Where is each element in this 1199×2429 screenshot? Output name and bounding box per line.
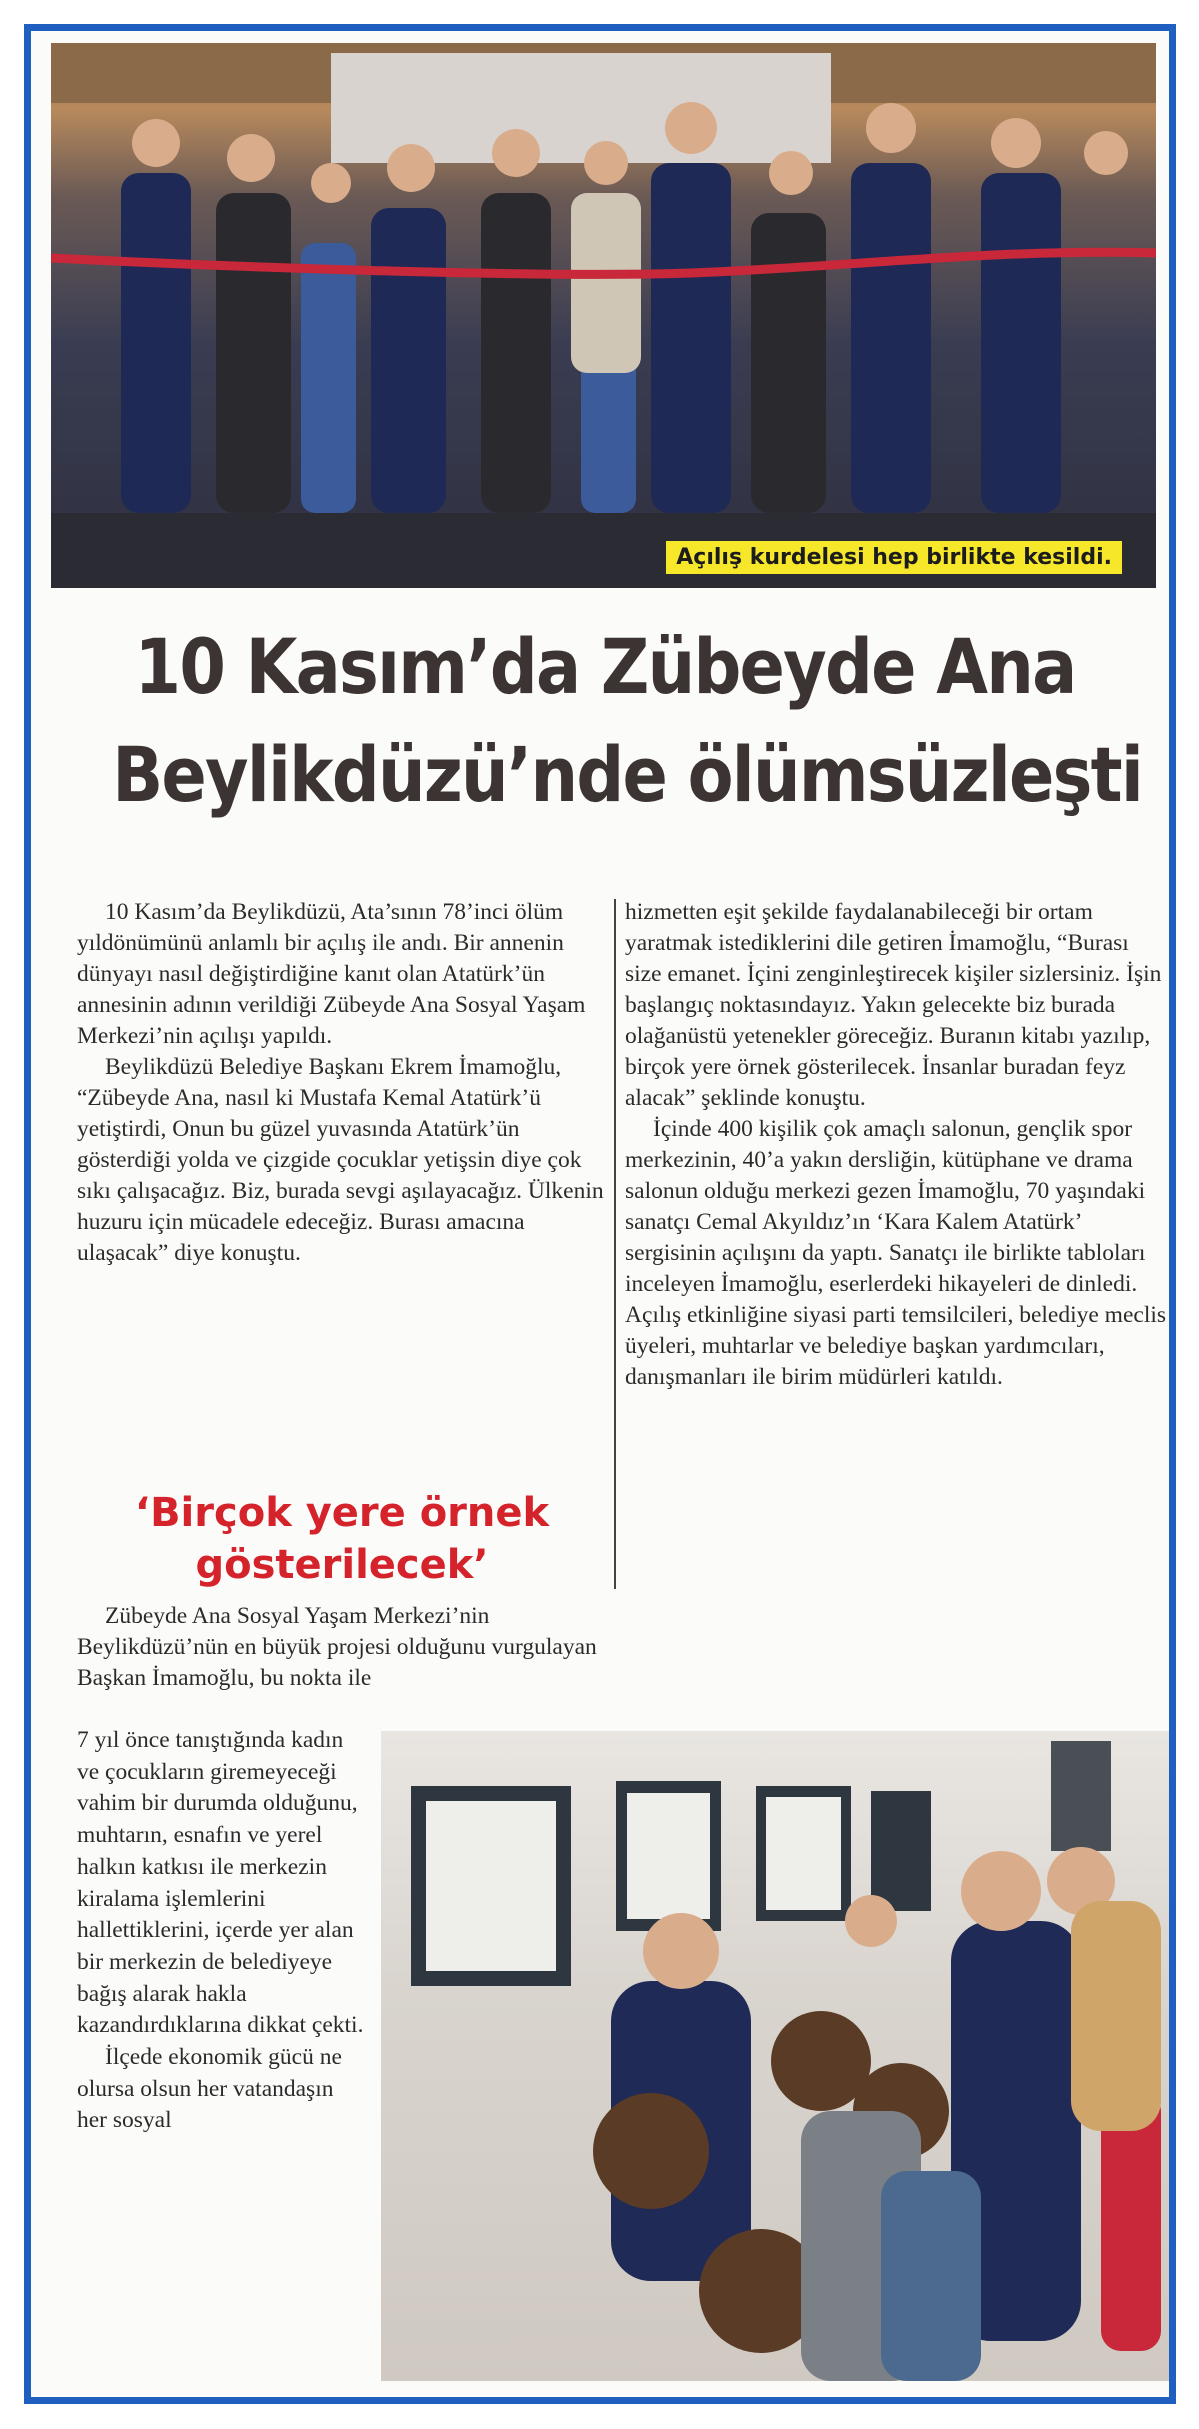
- ribbon-cutting-illustration: [51, 43, 1156, 588]
- paragraph: Zübeyde Ana Sosyal Yaşam Merkezi’nin Beylikdüzü’nün en büyük projesi olduğunu vurgulayan Başkan İmamoğlu, bu nokta ile: [77, 1603, 597, 1691]
- article-column-left-continued: [77, 1601, 607, 1694]
- article-column-left: [77, 897, 607, 1269]
- subheading: ‘Birçok yere örnek gösterilecek’: [134, 1490, 550, 1588]
- news-clipping: [24, 24, 1176, 2404]
- column-divider: [614, 899, 616, 1589]
- paragraph: Beylikdüzü Belediye Başkanı Ekrem İmamoğlu, “Zübeyde Ana, nasıl ki Mustafa Kemal Atatürk’ü yetiştirdi, Onun bu güzel yuvasında Atatürk’ün gösterdiği yolda ve çizgide çocuklar yetişsin diye çok sıkı çalışacağız. Biz, burada sevgi aşılayacağız. Ülkenin huzuru için mücadele edeceğiz. Burası amacına ulaşacak” diye konuştu.: [77, 1054, 604, 1266]
- headline: [112, 613, 1143, 829]
- exhibition-illustration: [381, 1731, 1176, 2381]
- exhibition-photo: [381, 1731, 1176, 2381]
- article-column-right: [625, 897, 1171, 1393]
- paragraph: İlçede ekonomik gücü ne olursa olsun her vatandaşın her sosyal: [77, 2044, 342, 2134]
- article-column-narrow: [77, 1725, 367, 2137]
- headline-line-1: 10 Kasım’da Zübeyde Ana: [134, 622, 1076, 711]
- ribbon-cutting-photo: [51, 43, 1156, 588]
- headline-line-2: Beylikdüzü’nde ölümsüzleşti: [112, 730, 1143, 819]
- photo-caption: Açılış kurdelesi hep birlikte kesildi.: [666, 541, 1122, 574]
- paragraph: hizmetten eşit şekilde faydalanabileceği bir ortam yaratmak istediklerini dile getiren İmamoğlu, “Burası size emanet. İçini zenginleştirecek kişiler sizlersiniz. İşin başlangıç noktasındayız. Yakın gelecekte biz burada olağanüstü yetenekler göreceğiz. Buranın kitabı yazılıp, birçok yere örnek gösterilecek. İnsanlar buradan feyz alacak” şeklinde konuştu.: [625, 899, 1162, 1111]
- paragraph: 10 Kasım’da Beylikdüzü, Ata’sının 78’inci ölüm yıldönümünü anlamlı bir açılış ile andı. Bir annenin dünyayı nasıl değiştirdiğine kanıt olan Atatürk’ün annesinin adının verildiği Zübeyde Ana Sosyal Yaşam Merkezi’nin açılışı yapıldı.: [77, 899, 586, 1049]
- paragraph: İçinde 400 kişilik çok amaçlı salonun, gençlik spor merkezinin, 40’a yakın dersliğin, kütüphane ve drama salonun olduğu merkezi gezen İmamoğlu, 70 yaşındaki sanatçı Cemal Akyıldız’ın ‘Kara Kalem Atatürk’ sergisinin açılışını da yaptı. Sanatçı ile birlikte tabloları inceleyen İmamoğlu, eserlerdeki hikayeleri de dinledi. Açılış etkinliğine siyasi parti temsilcileri, belediye meclis üyeleri, muhtarlar ve belediye başkan yardımcıları, danışmanları ile birim müdürleri katıldı.: [625, 1116, 1167, 1390]
- paragraph: 7 yıl önce tanıştığında kadın ve çocukların giremeyeceği vahim bir durumda olduğunu, muhtarın, esnafın ve yerel halkın katkısı ile merkezin kiralama işlemlerini hallettiklerini, içerde yer alan bir merkezin de belediyeye bağış alarak hakla kazandırdıklarına dikkat çekti.: [77, 1727, 364, 2039]
